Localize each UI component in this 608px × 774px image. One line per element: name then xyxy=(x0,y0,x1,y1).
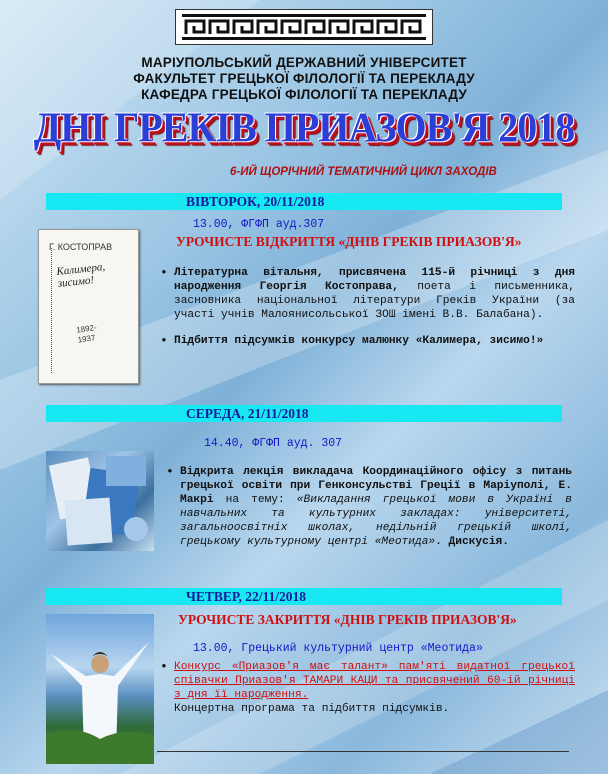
day1-list xyxy=(160,266,575,360)
books-photo-icon xyxy=(46,451,154,551)
day-bar-thursday: ЧЕТВЕР, 22/11/2018 xyxy=(46,588,562,605)
event-time: 13.00, Грецький культурний центр «Меотида» xyxy=(193,642,483,655)
meander-logo xyxy=(175,9,433,45)
event-title: УРОЧИСТЕ ЗАКРИТТЯ «ДНІВ ГРЕКІВ ПРИАЗОВ'Я» xyxy=(178,612,517,627)
event-time: 14.40, ФГФП ауд. 307 xyxy=(204,437,343,450)
day2-list xyxy=(166,465,572,561)
book-years: 1892-1937 xyxy=(75,322,98,345)
university-name: МАРІУПОЛЬСЬКИЙ ДЕРЖАВНИЙ УНІВЕРСИТЕТ xyxy=(141,55,467,70)
department-name: КАФЕДРА ГРЕЦЬКОЇ ФІЛОЛОГІЇ ТА ПЕРЕКЛАДУ xyxy=(141,87,467,102)
book-title: Калимера, зисимо! xyxy=(55,260,106,290)
day-bar-tuesday: ВІВТОРОК, 20/11/2018 xyxy=(46,193,562,210)
list-item: • Літературна вітальня, присвячена 115-й річниці з дня народження Георгія Костоправа, поета і письменника, засновника національної літератури Греків України (за участі учнів Малоянисольської ЗОШ імені В.В. Балабана). xyxy=(160,266,575,322)
day-bar-wednesday: СЕРЕДА, 21/11/2018 xyxy=(46,405,562,422)
event-title: УРОЧИСТЕ ВІДКРИТТЯ «ДНІВ ГРЕКІВ ПРИАЗОВ'Я» xyxy=(176,234,522,249)
day3-list xyxy=(160,660,575,728)
singer-photo xyxy=(46,614,154,764)
book-author: Г. КОСТОПРАВ xyxy=(49,242,113,252)
divider-line xyxy=(157,751,569,752)
list-item: • Підбиття підсумків конкурсу малюнку «Калимера, зисимо!» xyxy=(160,334,575,348)
greek-key-icon xyxy=(176,10,432,44)
book-cover-image xyxy=(38,229,139,384)
page-subtitle: 6-ИЙ ЩОРІЧНИЙ ТЕМАТИЧНИЙ ЦИКЛ ЗАХОДІВ xyxy=(230,166,497,178)
books-photo xyxy=(46,451,154,551)
event-time: 13.00, ФГФП ауд.307 xyxy=(193,218,325,231)
faculty-name: ФАКУЛЬТЕТ ГРЕЦЬКОЇ ФІЛОЛОГІЇ ТА ПЕРЕКЛАДУ xyxy=(133,71,475,86)
singer-photo-icon xyxy=(46,614,154,764)
page-title: ДНІ ГРЕКІВ ПРИАЗОВ'Я 2018 xyxy=(33,103,575,152)
list-item: • Відкрита лекція викладача Координаційного офісу з питань грецької освіти при Генконсульстві Греції в Маріуполі, Е. Макрі на тему: «Викладання грецької мови в Україні в навчальних та культурних закладах: університеті, загальноосвітніх школах, недільній грецькій школі, грецькому культурному центрі «Меотида». Дискусія. xyxy=(166,465,572,549)
list-item: • Конкурс «Приазов'я має талант» пам'яті видатної грецької співачки Приазов'я ТАМАРИ КАЦИ та присвячений 60-ій річниці з дня її народження. Концертна програма та підбиття підсумків. xyxy=(160,660,575,716)
